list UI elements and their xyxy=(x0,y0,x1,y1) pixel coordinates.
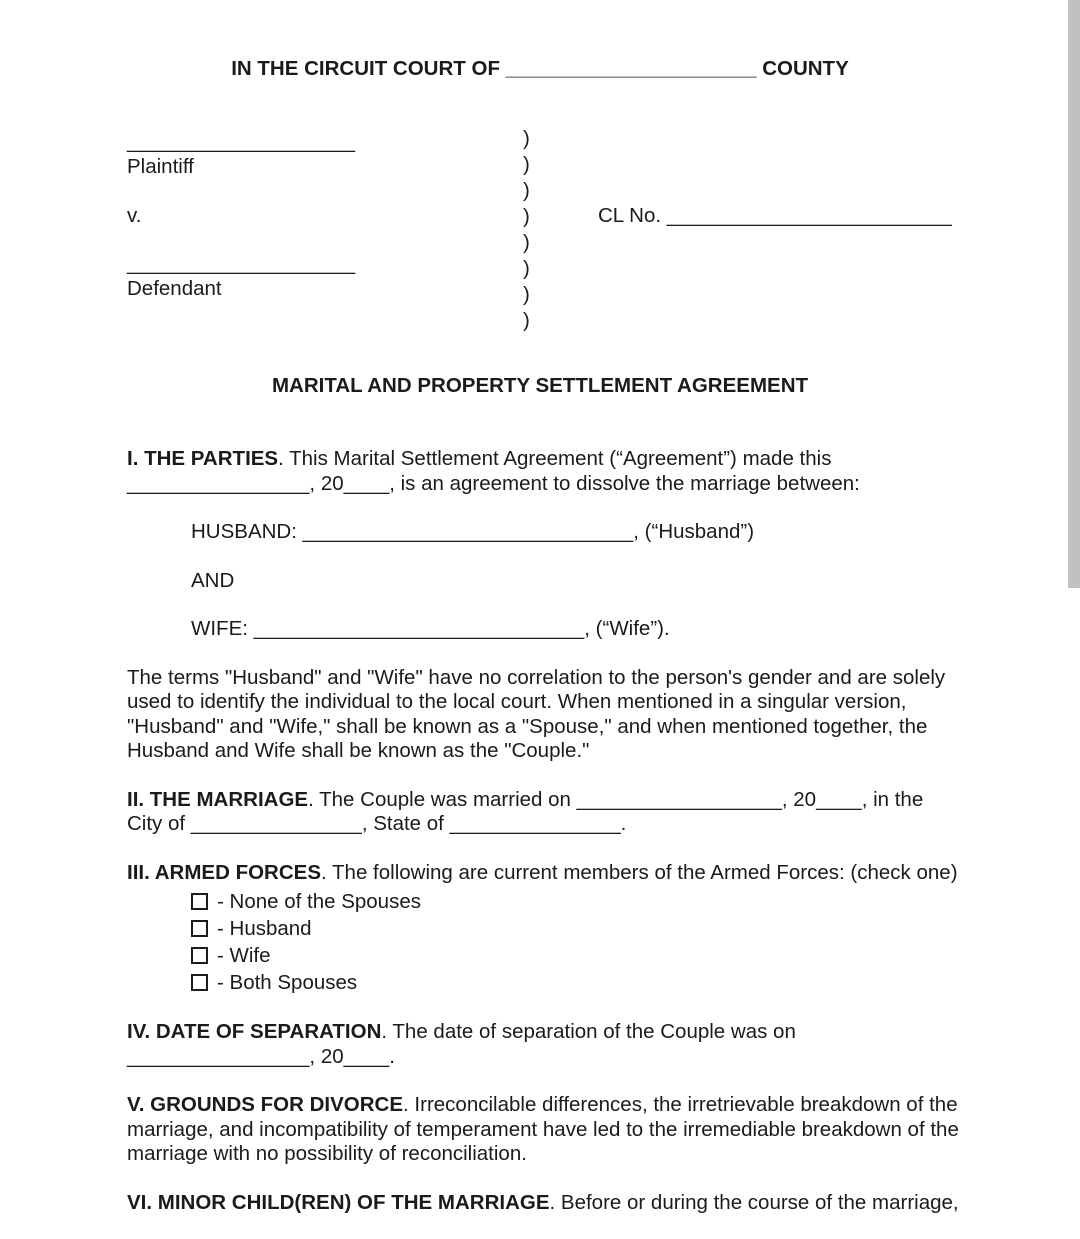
section-marriage-text: . The Couple was married on xyxy=(308,787,577,811)
armed-forces-option xyxy=(191,915,960,942)
paren-glyph: ) xyxy=(523,256,530,280)
marriage-city-blank[interactable]: _______________ xyxy=(190,812,362,835)
section-marriage-text: , in the City of xyxy=(127,787,924,835)
wife-name-blank[interactable]: _____________________________ xyxy=(253,617,585,640)
and-line: AND xyxy=(191,568,235,592)
caption-paren-column xyxy=(523,126,530,334)
paren-glyph: ) xyxy=(523,230,530,254)
armed-forces-option xyxy=(191,888,960,915)
marriage-state-blank[interactable]: _______________ xyxy=(449,812,621,835)
section-separation-text: . xyxy=(389,1044,395,1068)
checkbox-icon[interactable] xyxy=(191,974,208,991)
section-marriage-text: . xyxy=(620,812,627,835)
wife-label: WIFE: xyxy=(191,617,254,640)
paren-glyph: ) xyxy=(523,178,530,202)
section-grounds-heading: V. GROUNDS FOR DIVORCE xyxy=(127,1093,404,1116)
section-parties-heading: I. THE PARTIES xyxy=(127,447,279,470)
section-separation-heading: IV. DATE OF SEPARATION xyxy=(127,1020,382,1043)
paren-glyph: ) xyxy=(523,308,530,332)
section-armed-forces xyxy=(127,861,960,886)
section-marriage-text: , 20 xyxy=(781,787,817,811)
wife-line xyxy=(191,617,960,642)
separation-year-blank[interactable]: ____ xyxy=(343,1044,390,1068)
section-children xyxy=(127,1191,960,1216)
paren-glyph: ) xyxy=(523,126,530,150)
paren-glyph: ) xyxy=(523,152,530,176)
checkbox-label: - Both Spouses xyxy=(217,971,358,994)
section-parties-text: . This Marital Settlement Agreement (“Agreement”) made this xyxy=(278,447,832,470)
marriage-year-blank[interactable]: ____ xyxy=(816,787,862,811)
checkbox-label: - None of the Spouses xyxy=(217,890,421,913)
husband-name-blank[interactable]: _____________________________ xyxy=(302,520,634,543)
case-number-label: CL No. xyxy=(598,203,667,227)
checkbox-icon[interactable] xyxy=(191,947,208,964)
section-marriage-heading: II. THE MARRIAGE xyxy=(127,787,309,811)
section-parties xyxy=(127,447,960,496)
section-separation xyxy=(127,1020,960,1069)
section-armed-forces-text: . The following are current members of the Armed Forces: (check one) xyxy=(321,860,958,884)
section-grounds xyxy=(127,1093,960,1167)
case-number-row xyxy=(598,204,952,229)
paren-glyph: ) xyxy=(523,204,530,228)
document-title: MARITAL AND PROPERTY SETTLEMENT AGREEMENT xyxy=(271,373,809,397)
marriage-date-blank[interactable]: __________________ xyxy=(576,787,782,811)
checkbox-label: - Husband xyxy=(217,917,312,940)
section-children-heading: VI. MINOR CHILD(REN) OF THE MARRIAGE xyxy=(127,1190,550,1214)
section-marriage-text: , State of xyxy=(361,812,450,835)
section-armed-forces-heading: III. ARMED FORCES xyxy=(127,860,321,884)
husband-line xyxy=(191,520,960,545)
agreement-date-blank[interactable]: ________________ xyxy=(127,471,310,495)
section-children-text: . Before or during the course of the marriage, xyxy=(549,1190,959,1214)
armed-forces-option xyxy=(191,942,960,969)
plaintiff-name-blank[interactable]: ____________________ xyxy=(127,129,356,153)
armed-forces-options xyxy=(191,888,960,996)
defendant-label: Defendant xyxy=(127,276,222,300)
scrollbar-thumb[interactable] xyxy=(1068,0,1080,588)
agreement-year-blank[interactable]: ____ xyxy=(343,471,390,495)
section-grounds-text: . Irreconcilable differences, the irretrievable breakdown of the marriage, and incompatibility of temperament have led to the irremediable breakdown of the marriage with no possibility of reconciliation. xyxy=(127,1093,959,1165)
wife-suffix: , (“Wife”). xyxy=(584,617,670,640)
armed-forces-option xyxy=(191,969,960,996)
terms-paragraph: The terms "Husband" and "Wife" have no correlation to the person's gender and are solely used to identify the individual to the local court. When mentioned in a singular version, "Husband" and "Wife," shall be known as a "Spouse," and when mentioned together, the Husband and Wife shall be known as the "Couple." xyxy=(127,665,946,762)
separation-date-blank[interactable]: ________________ xyxy=(127,1044,310,1068)
section-separation-text: , 20 xyxy=(309,1044,344,1068)
checkbox-icon[interactable] xyxy=(191,920,208,937)
section-marriage xyxy=(127,788,960,837)
section-separation-text: . The date of separation of the Couple was on xyxy=(381,1020,796,1043)
husband-suffix: , (“Husband”) xyxy=(633,520,755,543)
case-caption xyxy=(127,126,960,338)
checkbox-icon[interactable] xyxy=(191,893,208,910)
court-header: IN THE CIRCUIT COURT OF ______________________ COUNTY xyxy=(231,57,849,80)
paren-glyph: ) xyxy=(523,282,530,306)
husband-label: HUSBAND: xyxy=(191,520,303,543)
plaintiff-label: Plaintiff xyxy=(127,154,194,178)
checkbox-label: - Wife xyxy=(217,944,271,967)
section-parties-text: , 20 xyxy=(309,471,344,495)
scrollbar-track[interactable] xyxy=(1068,0,1080,1239)
versus-label: v. xyxy=(127,203,142,227)
case-number-blank[interactable]: _________________________ xyxy=(666,203,952,227)
section-parties-text: , is an agreement to dissolve the marriage between: xyxy=(389,471,860,495)
defendant-name-blank[interactable]: ____________________ xyxy=(127,251,356,275)
